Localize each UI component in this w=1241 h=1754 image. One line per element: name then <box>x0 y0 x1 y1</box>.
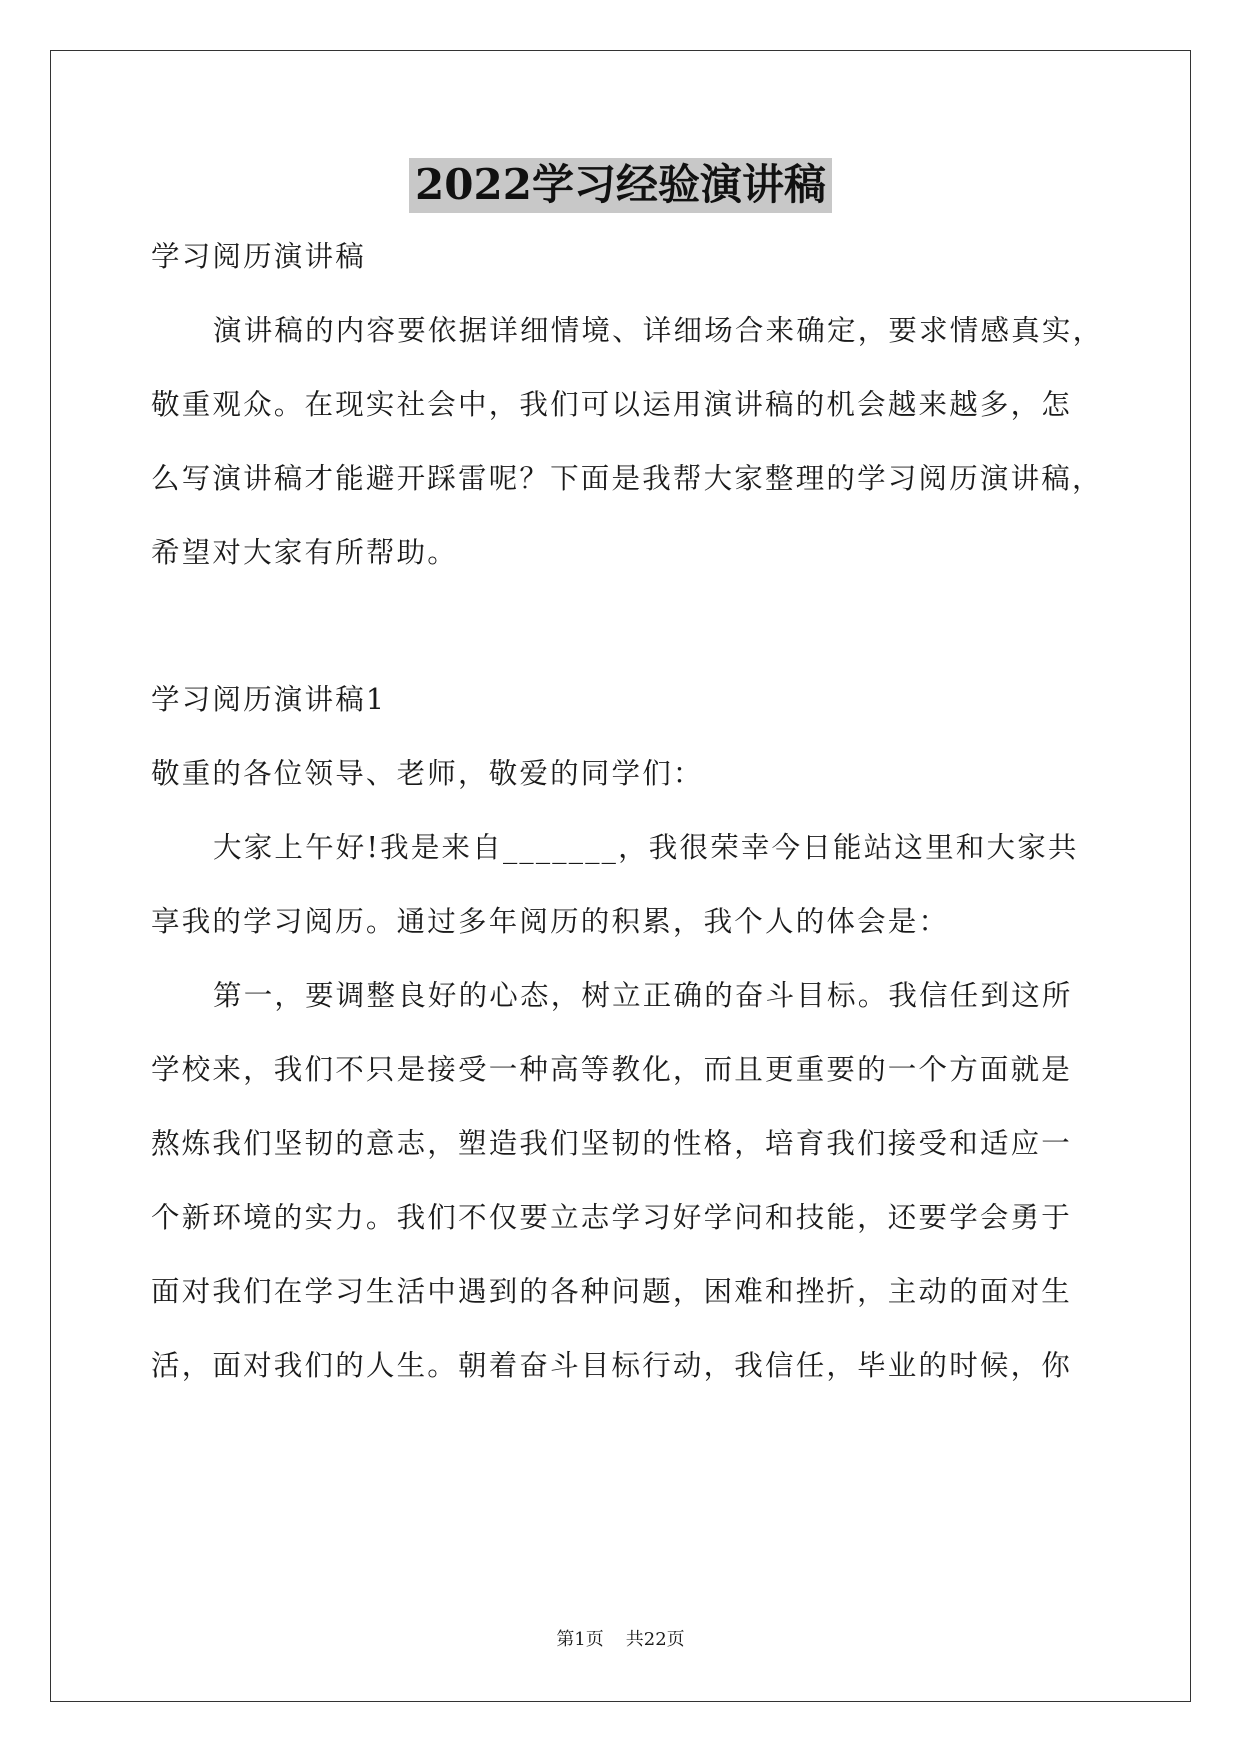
paragraph-line: 面对我们在学习生活中遇到的各种问题，困难和挫折，主动的面对生 <box>151 1275 1073 1308</box>
paragraph-line: 享我的学习阅历。通过多年阅历的积累，我个人的体会是： <box>151 905 950 938</box>
paragraph-line: 第一，要调整良好的心态，树立正确的奋斗目标。我信任到这所 <box>213 979 1073 1012</box>
page-border <box>50 50 1191 1702</box>
paragraph-line: 熬炼我们坚韧的意志，塑造我们坚韧的性格，培育我们接受和适应一 <box>151 1127 1073 1160</box>
paragraph-line: 活，面对我们的人生。朝着奋斗目标行动，我信任，毕业的时候，你 <box>151 1349 1073 1382</box>
salutation-line: 敬重的各位领导、老师，敬爱的同学们： <box>151 757 704 790</box>
page-total: 共22页 <box>625 1629 685 1650</box>
page-footer <box>0 1631 1241 1649</box>
paragraph-line: 演讲稿的内容要依据详细情境、详细场合来确定，要求情感真实， <box>213 314 1104 347</box>
paragraph-line: 学校来，我们不只是接受一种高等教化，而且更重要的一个方面就是 <box>151 1053 1073 1086</box>
paragraph-line: 个新环境的实力。我们不仅要立志学习好学问和技能，还要学会勇于 <box>151 1201 1073 1234</box>
paragraph-line: 敬重观众。在现实社会中，我们可以运用演讲稿的机会越来越多，怎 <box>151 388 1073 421</box>
document-title: 2022学习经验演讲稿 <box>409 158 832 213</box>
document-title-wrapper <box>0 158 1241 213</box>
page-number: 第1页 <box>556 1629 604 1650</box>
section-heading: 学习阅历演讲稿1 <box>151 683 387 716</box>
paragraph-line: 么写演讲稿才能避开踩雷呢？下面是我帮大家整理的学习阅历演讲稿， <box>151 462 1103 495</box>
section-heading: 学习阅历演讲稿 <box>151 240 366 273</box>
paragraph-line: 大家上午好!我是来自_______，我很荣幸今日能站这里和大家共 <box>213 831 1079 864</box>
paragraph-line: 希望对大家有所帮助。 <box>151 536 459 569</box>
